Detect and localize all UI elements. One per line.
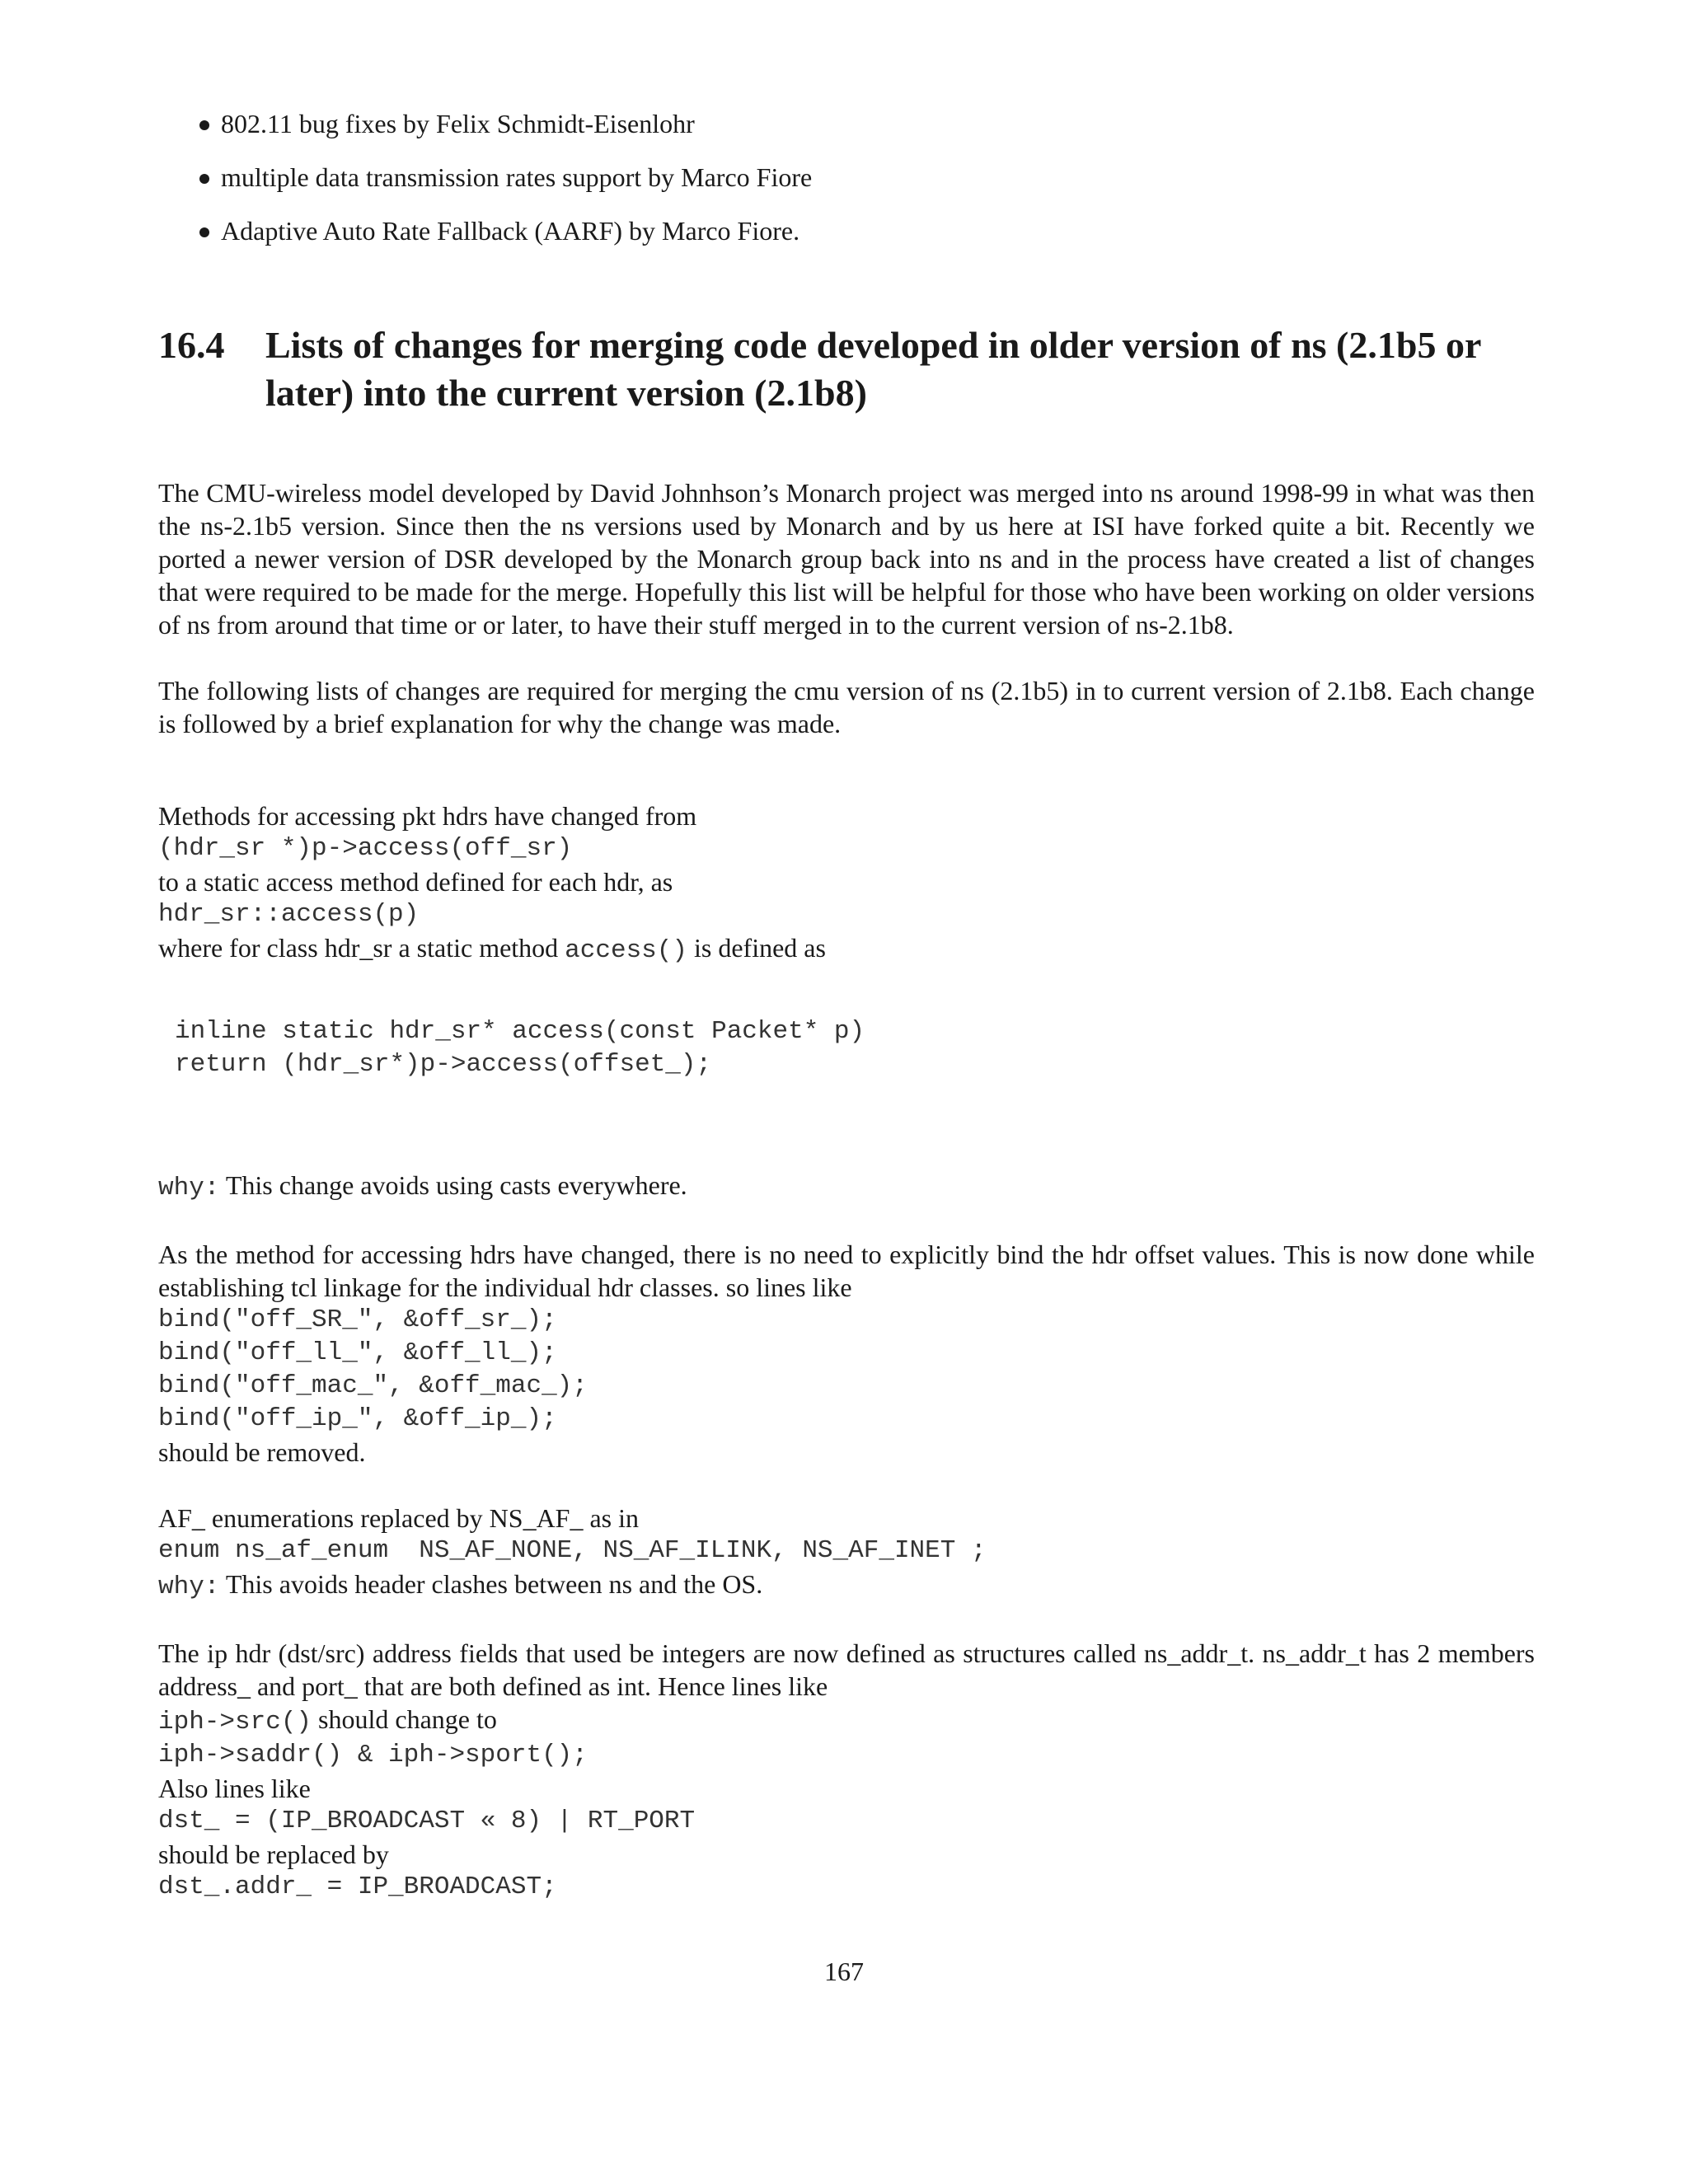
why-label: why: (158, 1174, 220, 1202)
where-suffix: is defined as (687, 933, 826, 963)
old-code: (hdr_sr *)p->access(off_sr) (158, 834, 573, 863)
bind-closing: should be removed. (158, 1437, 366, 1467)
methods-intro: Methods for accessing pkt hdrs have changed from (158, 801, 697, 831)
why-text: This change avoids using casts everywhere. (219, 1170, 687, 1200)
code-line: bind("off_ll_", &off_ll_); (158, 1338, 557, 1367)
section-number: 16.4 (158, 324, 225, 366)
where-code: access() (565, 936, 687, 965)
paragraph-changes: The following lists of changes are required for merging the cmu version of ns (2.1b5) in to current version of 2.1b8. Each change is followed by a brief explanation for why the change was made. (158, 676, 1535, 738)
ip-section (158, 1637, 1535, 1904)
methods-block (158, 799, 1535, 968)
list-item-text: multiple data transmission rates support by Marco Fiore (221, 162, 813, 192)
credits-list (158, 107, 1535, 247)
ip-src-suffix: should change to (312, 1704, 497, 1734)
ip-src-line (158, 1703, 1535, 1739)
paragraph-intro: The CMU-wireless model developed by David Johnhson’s Monarch project was merged into ns around 1998-99 in what was then the ns-2.1b5 version. Since then the ns versions used by Monarch and by us here at ISI have forked quite a bit. Recently we ported a newer version of DSR developed by the Monarch group back into ns and in the process have created a list of changes that were required to be made for the merge. Hopefully this list will be helpful for those who have been working on older versions of ns from around that time or or later, to have their stuff merged in to the current version of ns-2.1b8. (158, 478, 1535, 640)
where-prefix: where for class hdr_sr a static method (158, 933, 565, 963)
list-item-text: Adaptive Auto Rate Fallback (AARF) by Marco Fiore. (221, 216, 800, 246)
ip-code-dst-old: dst_ = (IP_BROADCAST « 8) | RT_PORT (158, 1807, 696, 1835)
section-heading (158, 321, 1535, 417)
ip-code-saddr: iph->saddr() & iph->sport(); (158, 1741, 588, 1769)
code-block (158, 1015, 1535, 1081)
bullet-icon (199, 174, 209, 184)
af-why (158, 1568, 1535, 1604)
bind-section (158, 1238, 1535, 1469)
ip-text: The ip hdr (dst/src) address fields that used be integers are now defined as structures called ns_addr_t. ns_addr_t has 2 members address_ and port_ that are both defined as int. Hence lines like (158, 1638, 1535, 1701)
new-code: hdr_sr::access(p) (158, 900, 420, 929)
bind-text: As the method for accessing hdrs have changed, there is no need to explicitly bind the hdr offset values. This is now done while establishing tcl linkage for the individual hdr classes. so lines like (158, 1240, 1535, 1302)
page-content (158, 107, 1535, 1904)
code-line: inline static hdr_sr* access(const Packet* p) (175, 1017, 865, 1046)
list-item (199, 161, 1535, 194)
af-section (158, 1502, 1535, 1604)
code-line: bind("off_ip_", &off_ip_); (158, 1404, 557, 1433)
list-item (199, 214, 1535, 247)
bullet-icon (199, 227, 209, 237)
bullet-icon (199, 120, 209, 130)
list-item (199, 107, 1535, 140)
ip-also: Also lines like (158, 1774, 311, 1803)
af-code: enum ns_af_enum NS_AF_NONE, NS_AF_ILINK, NS_AF_INET ; (158, 1536, 987, 1565)
code-line: bind("off_mac_", &off_mac_); (158, 1371, 588, 1400)
page-number: 167 (824, 1957, 864, 1986)
methods-to-text: to a static access method defined for each hdr, as (158, 867, 673, 897)
code-line: bind("off_SR_", &off_sr_); (158, 1305, 557, 1334)
methods-where (158, 931, 1535, 968)
af-text: AF_ enumerations replaced by NS_AF_ as in (158, 1503, 640, 1533)
why-label: why: (158, 1572, 220, 1601)
why-note (158, 1169, 1535, 1205)
ip-code-dst-new: dst_.addr_ = IP_BROADCAST; (158, 1872, 557, 1901)
code-line: return (hdr_sr*)p->access(offset_); (175, 1050, 712, 1079)
section-title: Lists of changes for merging code developed in older version of ns (2.1b5 or later) into the current version (2.1b8) (265, 324, 1481, 414)
ip-replaced: should be replaced by (158, 1840, 389, 1869)
why-text: This avoids header clashes between ns and the OS. (219, 1569, 763, 1599)
list-item-text: 802.11 bug fixes by Felix Schmidt-Eisenlohr (221, 109, 695, 138)
ip-code-src: iph->src() (158, 1708, 312, 1736)
